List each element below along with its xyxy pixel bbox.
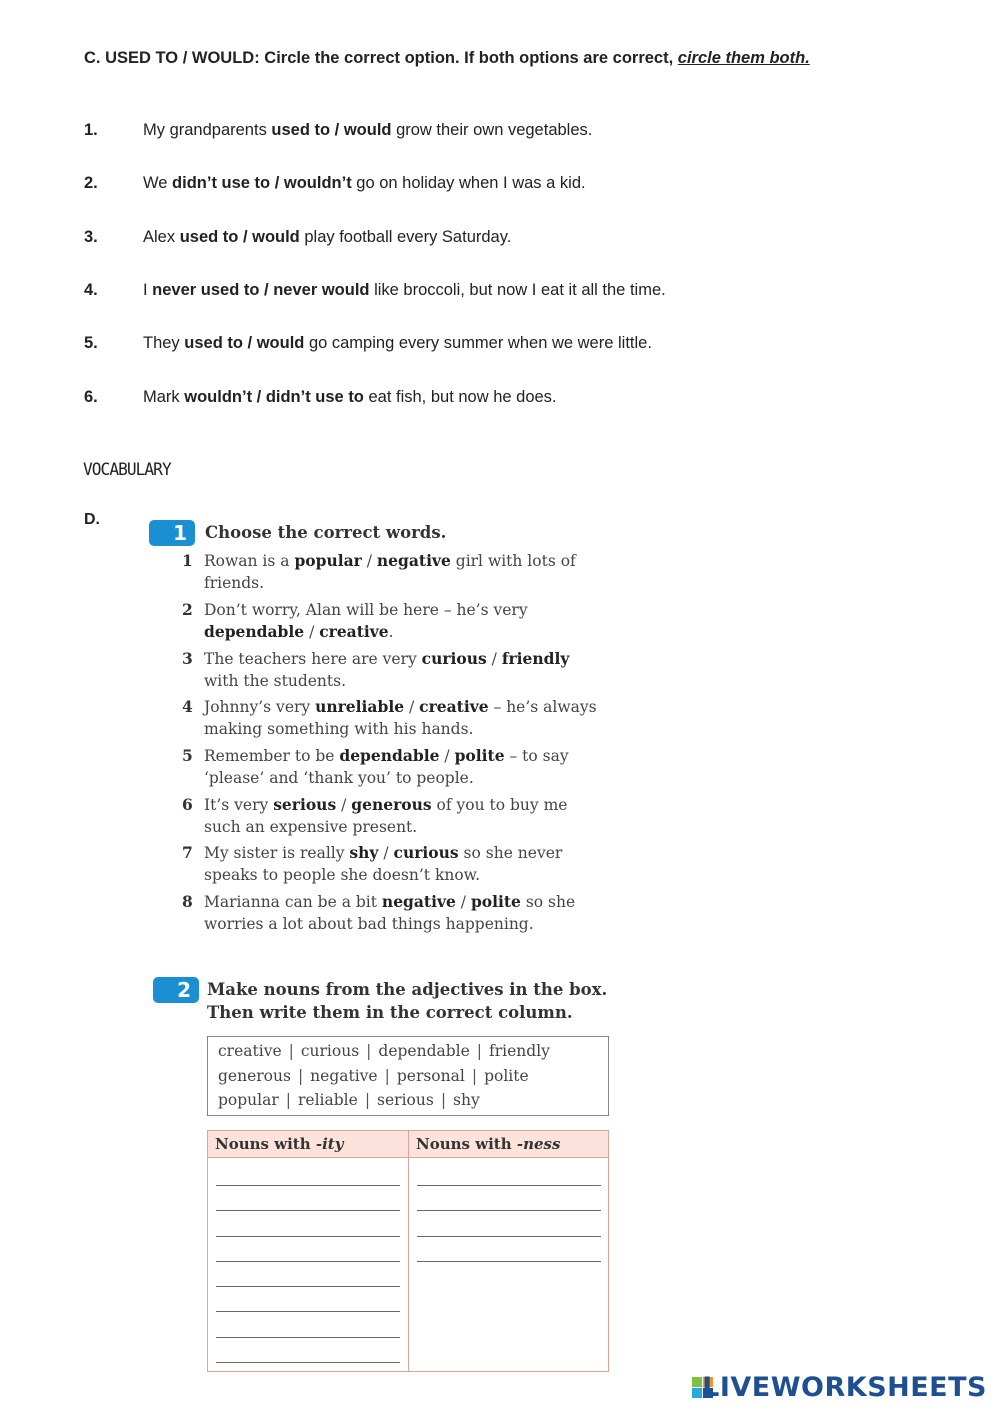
option-separator: /: [455, 893, 471, 911]
item-number: 5.: [84, 334, 98, 352]
exercise-1-item-text: [204, 842, 620, 886]
exercise-1-item: [182, 842, 620, 886]
exercise-1-item-number: 4: [182, 697, 193, 716]
item-text-end: so she never speaks to people she doesn’t know.: [204, 844, 563, 884]
option-choice[interactable]: never used to / never would: [152, 281, 370, 299]
item-number: 2.: [84, 174, 98, 192]
adjective-word: serious: [377, 1091, 434, 1109]
exercise-1-item: [182, 648, 620, 692]
adjective-word-box: [207, 1036, 609, 1116]
exercise-2-title-line1: Make nouns from the adjectives in the box.: [207, 980, 608, 999]
answer-line-ity[interactable]: [216, 1210, 400, 1211]
column-header-ness: [409, 1131, 608, 1158]
section-c-instructions: C. USED TO / WOULD: Circle the correct option. If both options are correct,: [84, 49, 678, 67]
sentence-end: grow their own vegetables.: [391, 121, 593, 139]
item-text-start: Don’t worry, Alan will be here – he’s very: [204, 601, 528, 619]
item-text-start: Rowan is a: [204, 552, 295, 570]
sentence-end: play football every Saturday.: [299, 228, 512, 246]
answer-line-ity[interactable]: [216, 1286, 400, 1287]
word-box-row: [218, 1088, 608, 1113]
sentence-text: [143, 334, 652, 353]
adjective-word: popular: [218, 1091, 279, 1109]
sentence-end: eat fish, but now he does.: [363, 388, 557, 406]
adjective-word: generous: [218, 1066, 291, 1085]
item-text-start: Remember to be: [204, 747, 340, 765]
exercise-1-item: [182, 891, 620, 935]
word-separator: |: [297, 1066, 304, 1085]
answer-line-ness[interactable]: [417, 1185, 601, 1186]
sentence-text: [143, 121, 592, 140]
answer-line-ity[interactable]: [216, 1261, 400, 1262]
vocabulary-heading: VOCABULARY: [83, 460, 171, 480]
exercise-2-badge: 2: [153, 977, 199, 1003]
column-divider: [408, 1131, 409, 1371]
adjective-word: friendly: [489, 1042, 550, 1060]
item-number: 4.: [84, 281, 98, 299]
option-separator: /: [304, 623, 320, 641]
word-option-1[interactable]: curious: [421, 649, 487, 668]
exercise-1-item-number: 2: [182, 600, 193, 619]
noun-columns-table: [207, 1130, 609, 1372]
exercise-1-item-number: 6: [182, 795, 193, 814]
item-text-start: Marianna can be a bit: [204, 893, 382, 911]
exercise-1-item-number: 5: [182, 746, 193, 765]
word-separator: |: [366, 1042, 372, 1060]
exercise-1-item-number: 8: [182, 892, 193, 911]
option-choice[interactable]: wouldn’t / didn’t use to: [184, 388, 364, 406]
exercise-1-item: [182, 696, 620, 740]
exercise-1-item-text: [204, 599, 620, 643]
exercise-1-item-text: [204, 891, 620, 935]
answer-line-ness[interactable]: [417, 1236, 601, 1237]
word-option-1[interactable]: negative: [381, 892, 456, 911]
exercise-1-item: [182, 599, 620, 643]
item-number: 6.: [84, 388, 98, 406]
word-separator: |: [285, 1091, 292, 1109]
exercise-1-title: Choose the correct words.: [205, 523, 447, 542]
column-header-ity-prefix: Nouns with: [215, 1135, 316, 1153]
option-separator: /: [404, 698, 420, 716]
item-text-end: girl with lots of friends.: [204, 552, 576, 592]
exercise-1-item: [182, 550, 620, 594]
column-header-ness-suffix: -ness: [516, 1135, 561, 1153]
item-number: 1.: [84, 121, 98, 139]
adjective-word: creative: [218, 1042, 282, 1060]
logo-square-cyan: [692, 1388, 702, 1398]
option-choice[interactable]: used to / would: [271, 121, 392, 139]
sentence-end: like broccoli, but now I eat it all the time.: [369, 281, 666, 299]
word-option-1[interactable]: dependable: [204, 622, 305, 641]
adjective-word: personal: [396, 1066, 465, 1085]
sentence-text: [143, 388, 557, 407]
answer-line-ness[interactable]: [417, 1261, 601, 1262]
exercise-1-item-number: 3: [182, 649, 193, 668]
word-separator: |: [440, 1091, 447, 1109]
word-option-2[interactable]: polite: [454, 746, 505, 765]
logo-square-green: [692, 1377, 702, 1387]
exercise-1-badge: 1: [149, 520, 195, 546]
exercise-1-item-text: [204, 745, 620, 789]
column-header-ness-prefix: Nouns with: [416, 1135, 517, 1153]
item-text-start: It’s very: [204, 796, 274, 814]
liveworksheets-logo: LIVEWORKSHEETS: [702, 1372, 987, 1403]
item-text-end: .: [388, 623, 394, 641]
word-option-2[interactable]: generous: [351, 795, 432, 814]
adjective-word: dependable: [378, 1042, 470, 1060]
word-option-1[interactable]: shy: [349, 843, 379, 862]
word-separator: |: [384, 1066, 390, 1085]
adjective-word: polite: [484, 1066, 529, 1085]
column-header-ity: [208, 1131, 408, 1158]
sentence-end: go camping every summer when we were little.: [304, 334, 652, 352]
section-d-label: D.: [84, 511, 100, 528]
word-option-1[interactable]: serious: [273, 795, 337, 814]
sentence-start: Alex: [143, 228, 180, 246]
word-option-2[interactable]: creative: [319, 622, 389, 641]
item-text-end: – to say ‘please’ and ‘thank you’ to people.: [204, 747, 569, 787]
sentence-text: [143, 174, 586, 193]
word-option-2[interactable]: polite: [470, 892, 521, 911]
exercise-1-item-number: 1: [182, 551, 193, 570]
item-text-start: Johnny’s very: [204, 698, 316, 716]
sentence-text: [143, 281, 666, 300]
exercise-1-item-text: [204, 550, 620, 594]
word-option-1[interactable]: dependable: [339, 746, 440, 765]
option-separator: /: [486, 650, 502, 668]
word-separator: |: [288, 1042, 294, 1060]
item-text-end: of you to buy me such an expensive present.: [204, 796, 568, 836]
option-separator: /: [361, 552, 377, 570]
word-option-2[interactable]: friendly: [501, 649, 570, 668]
word-option-1[interactable]: popular: [294, 551, 362, 570]
answer-line-ity[interactable]: [216, 1311, 400, 1312]
adjective-word: shy: [453, 1091, 480, 1109]
word-option-2[interactable]: creative: [419, 697, 489, 716]
word-separator: |: [364, 1091, 371, 1109]
sentence-text: [143, 228, 511, 247]
word-separator: |: [476, 1042, 483, 1060]
sentence-start: We: [143, 174, 173, 192]
word-option-1[interactable]: unreliable: [315, 697, 405, 716]
exercise-2-title-line2: Then write them in the correct column.: [207, 1003, 573, 1022]
sentence-start: My grandparents: [143, 121, 272, 139]
answer-line-ity[interactable]: [216, 1185, 400, 1186]
item-text-start: The teachers here are very: [204, 650, 422, 668]
exercise-1-item: [182, 794, 620, 838]
word-box-row: [218, 1064, 608, 1089]
sentence-start: I: [143, 281, 153, 299]
answer-line-ity[interactable]: [216, 1362, 400, 1363]
exercise-1-item-text: [204, 648, 620, 692]
answer-line-ity[interactable]: [216, 1236, 400, 1237]
item-number: 3.: [84, 228, 98, 246]
answer-line-ity[interactable]: [216, 1337, 400, 1338]
column-header-ity-suffix: -ity: [315, 1135, 344, 1153]
sentence-start: Mark: [143, 388, 185, 406]
option-choice[interactable]: used to / would: [179, 228, 300, 246]
exercise-1-item-text: [204, 696, 620, 740]
section-c-emphasis: circle them both.: [677, 49, 810, 67]
item-text-end: with the students.: [204, 672, 347, 690]
answer-line-ness[interactable]: [417, 1210, 601, 1211]
item-text-end: – he’s always making something with his hands.: [204, 698, 597, 738]
option-choice[interactable]: used to / would: [184, 334, 305, 352]
sentence-start: They: [143, 334, 185, 352]
section-c-heading: [84, 49, 810, 68]
adjective-word: curious: [300, 1042, 360, 1060]
word-option-2[interactable]: negative: [376, 551, 451, 570]
item-text-end: so she worries a lot about bad things happening.: [204, 893, 576, 933]
option-separator: /: [439, 747, 455, 765]
adjective-word: reliable: [298, 1091, 358, 1109]
word-option-2[interactable]: curious: [393, 843, 459, 862]
option-separator: /: [336, 796, 352, 814]
adjective-word: negative: [310, 1066, 378, 1085]
word-separator: |: [471, 1066, 478, 1085]
exercise-1-item-number: 7: [182, 843, 193, 862]
option-choice[interactable]: didn’t use to / wouldn’t: [172, 174, 352, 192]
exercise-1-item-text: [204, 794, 620, 838]
sentence-end: go on holiday when I was a kid.: [351, 174, 586, 192]
word-box-row: [218, 1039, 608, 1064]
option-separator: /: [378, 844, 394, 862]
exercise-1-item: [182, 745, 620, 789]
item-text-start: My sister is really: [204, 844, 350, 862]
